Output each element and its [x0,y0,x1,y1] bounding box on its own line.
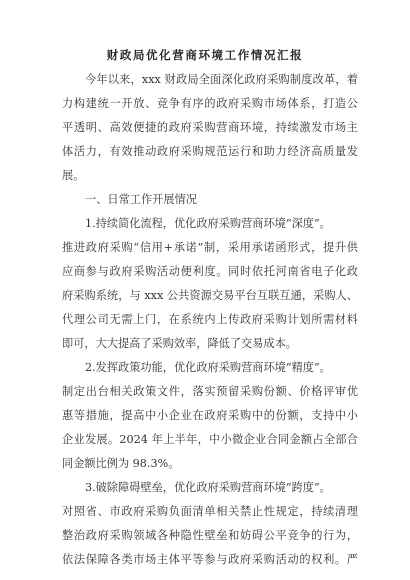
paragraph-line: 对照省、市政府采购负面清单相关禁止性规定，持续清理 [62,505,358,518]
subsection-heading: 2.发挥政策功能，优化政府采购营商环境“精度”。 [85,361,331,374]
paragraph-line: 应商参与政府采购活动便利度。同时依托河南省电子化政 [62,265,358,278]
paragraph-line: 依法保障各类市场主体平等参与政府采购活动的权利。严 [62,553,358,566]
paragraph-line: 今年以来，xxx 财政局全面深化政府采购制度改革，着 [85,73,358,86]
paragraph-line: 展。 [62,169,85,182]
subsection-heading: 3.破除障碍壁垒，优化政府采购营商环境“跨度”。 [85,481,331,494]
paragraph-line: 推进政府采购“信用+承诺”制，采用承诺函形式，提升供 [62,241,358,254]
paragraph-line: 即可，大大提高了采购效率，降低了交易成本。 [62,337,297,350]
document-title: 财政局优化营商环境工作情况汇报 [106,48,304,62]
paragraph-line: 制定出台相关政策文件，落实预留采购份额、价格评审优 [62,385,358,398]
subsection-heading: 1.持续简化流程，优化政府采购营商环境“深度”。 [85,217,331,230]
paragraph-line: 体活力，有效推动政府采购规范运行和助力经济高质量发 [62,145,358,158]
paragraph-line: 府采购系统，与 xxx 公共资源交易平台互联互通，采购人、 [62,289,358,302]
paragraph-line: 力构建统一开放、竞争有序的政府采购市场体系，打造公 [62,97,358,110]
section-heading: 一、日常工作开展情况 [85,193,197,206]
paragraph-line: 整治政府采购领域各种隐性壁垒和妨碍公平竞争的行为， [62,529,358,542]
paragraph-line: 平透明、高效便捷的政府采购营商环境，持续激发市场主 [62,121,358,134]
paragraph-line: 企业发展。2024 年上半年，中小微企业合同金额占全部合 [62,433,358,446]
paragraph-line: 惠等措施，提高中小企业在政府采购中的份额，支持中小 [62,409,358,422]
paragraph-line: 同金额比例为 98.3%。 [62,457,180,470]
paragraph-line: 代理公司无需上门，在系统内上传政府采购计划所需材料 [62,313,358,326]
